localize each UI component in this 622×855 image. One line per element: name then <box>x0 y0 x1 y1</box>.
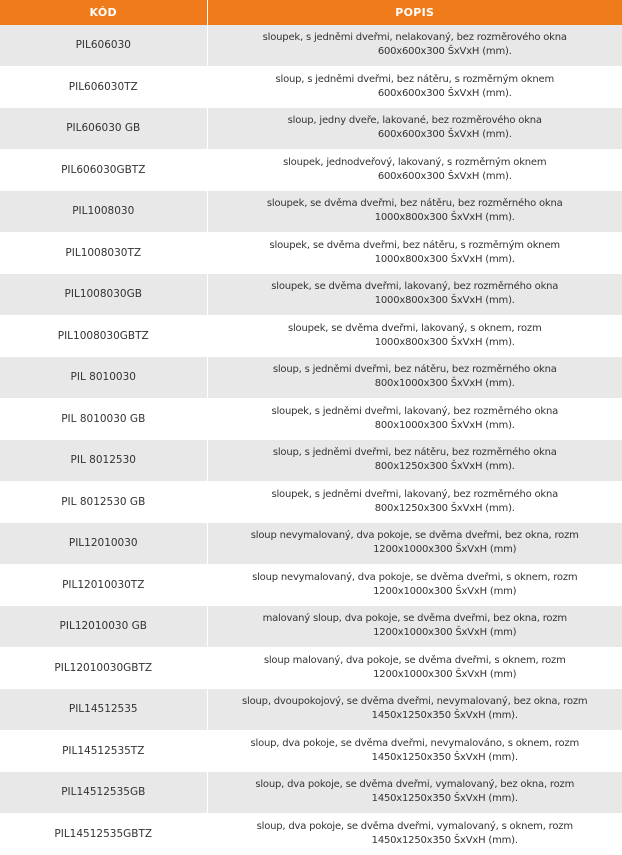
product-code: PIL12010030GBTZ <box>0 647 207 689</box>
product-code: PIL 8010030 <box>0 357 207 399</box>
product-description <box>207 772 622 814</box>
description-dimensions: 1000x800x300 ŠxVxH (mm). <box>374 336 515 348</box>
table-row <box>0 481 622 523</box>
product-description <box>207 25 622 66</box>
description-dimensions: 1200x1000x300 ŠxVxH (mm) <box>373 627 517 639</box>
table-header <box>0 0 622 25</box>
description-dimensions: 600x600x300 ŠxVxH (mm). <box>377 170 512 182</box>
description-line: sloupek, s jedněmi dveřmi, nelakovaný, bez rozměrového okna <box>262 32 567 44</box>
description-line: sloupek, se dvěma dveřmi, lakovaný, bez rozměrného okna <box>271 281 559 293</box>
product-description <box>207 813 622 855</box>
product-code: PIL14512535GBTZ <box>0 813 207 855</box>
product-description <box>207 357 622 399</box>
product-description <box>207 523 622 565</box>
product-description <box>207 191 622 233</box>
table-row <box>0 606 622 648</box>
product-code: PIL14512535GB <box>0 772 207 814</box>
product-description <box>207 66 622 108</box>
table-row <box>0 357 622 399</box>
product-description <box>207 606 622 648</box>
product-code: PIL12010030 GB <box>0 606 207 648</box>
description-line: sloupek, se dvěma dveřmi, lakovaný, s oknem, rozm <box>287 322 542 334</box>
table-row <box>0 108 622 150</box>
table-row <box>0 730 622 772</box>
product-description <box>207 440 622 482</box>
description-dimensions: 800x1250x300 ŠxVxH (mm). <box>374 502 515 514</box>
product-code: PIL14512535 <box>0 689 207 731</box>
product-code: PIL606030 GB <box>0 108 207 150</box>
description-dimensions: 1200x1000x300 ŠxVxH (mm) <box>373 544 517 556</box>
description-dimensions: 1000x800x300 ŠxVxH (mm). <box>374 295 515 307</box>
table-row <box>0 66 622 108</box>
table-row <box>0 25 622 66</box>
description-dimensions: 1000x800x300 ŠxVxH (mm). <box>374 253 515 265</box>
product-description <box>207 481 622 523</box>
product-description <box>207 315 622 357</box>
header-code: KÓD <box>0 0 207 25</box>
product-code: PIL1008030GBTZ <box>0 315 207 357</box>
product-code: PIL 8012530 GB <box>0 481 207 523</box>
description-line: sloup, s jedněmi dveřmi, bez nátěru, bez rozměrného okna <box>272 447 557 459</box>
table-row <box>0 149 622 191</box>
description-dimensions: 800x1000x300 ŠxVxH (mm). <box>374 419 515 431</box>
product-description <box>207 564 622 606</box>
product-description <box>207 730 622 772</box>
product-description <box>207 232 622 274</box>
table-row <box>0 772 622 814</box>
description-line: sloup, dva pokoje, se dvěma dveřmi, vymalovaný, s oknem, rozm <box>256 820 573 832</box>
description-dimensions: 800x1250x300 ŠxVxH (mm). <box>374 461 515 473</box>
header-description: POPIS <box>207 0 622 25</box>
description-dimensions: 1200x1000x300 ŠxVxH (mm) <box>373 668 517 680</box>
description-dimensions: 600x600x300 ŠxVxH (mm). <box>377 46 512 58</box>
table-row <box>0 523 622 565</box>
description-dimensions: 1450x1250x350 ŠxVxH (mm). <box>371 834 518 846</box>
product-code: PIL14512535TZ <box>0 730 207 772</box>
description-line: sloup, dva pokoje, se dvěma dveřmi, vymalovaný, bez okna, rozm <box>255 779 575 791</box>
description-line: sloupek, jednodveřový, lakovaný, s rozměrným oknem <box>283 156 547 168</box>
description-dimensions: 1450x1250x350 ŠxVxH (mm). <box>371 751 518 763</box>
product-code: PIL606030TZ <box>0 66 207 108</box>
table-row <box>0 274 622 316</box>
table-row <box>0 398 622 440</box>
product-description <box>207 274 622 316</box>
table-row <box>0 315 622 357</box>
description-dimensions: 1000x800x300 ŠxVxH (mm). <box>374 212 515 224</box>
table-row <box>0 647 622 689</box>
description-line: sloupek, se dvěma dveřmi, bez nátěru, s rozměrným oknem <box>269 239 560 251</box>
table-row <box>0 564 622 606</box>
description-line: sloup nevymalovaný, dva pokoje, se dvěma dveřmi, bez okna, rozm <box>250 530 579 542</box>
description-line: sloup, dvoupokojový, se dvěma dveřmi, nevymalovaný, bez okna, rozm <box>242 696 588 708</box>
product-code: PIL12010030 <box>0 523 207 565</box>
description-line: sloup nevymalovaný, dva pokoje, se dvěma dveřmi, s oknem, rozm <box>252 571 578 583</box>
product-code: PIL606030GBTZ <box>0 149 207 191</box>
table-row <box>0 440 622 482</box>
description-dimensions: 800x1000x300 ŠxVxH (mm). <box>374 378 515 390</box>
product-code: PIL1008030 <box>0 191 207 233</box>
description-line: sloup, s jedněmi dveřmi, bez nátěru, bez rozměrného okna <box>272 364 557 376</box>
product-code: PIL1008030GB <box>0 274 207 316</box>
product-description <box>207 149 622 191</box>
description-dimensions: 600x600x300 ŠxVxH (mm). <box>377 129 512 141</box>
description-line: malovaný sloup, dva pokoje, se dvěma dveřmi, bez okna, rozm <box>262 613 567 625</box>
product-description <box>207 398 622 440</box>
description-line: sloup, dva pokoje, se dvěma dveřmi, nevymalováno, s oknem, rozm <box>250 737 579 749</box>
product-code: PIL 8012530 <box>0 440 207 482</box>
description-line: sloup, s jedněmi dveřmi, bez nátěru, s rozměrným oknem <box>275 73 554 85</box>
product-code: PIL1008030TZ <box>0 232 207 274</box>
table-row <box>0 232 622 274</box>
product-code: PIL 8010030 GB <box>0 398 207 440</box>
product-code: PIL606030 <box>0 25 207 66</box>
product-description <box>207 689 622 731</box>
description-dimensions: 1450x1250x350 ŠxVxH (mm). <box>371 793 518 805</box>
product-code: PIL12010030TZ <box>0 564 207 606</box>
description-dimensions: 600x600x300 ŠxVxH (mm). <box>377 87 512 99</box>
description-line: sloupek, s jedněmi dveřmi, lakovaný, bez rozměrného okna <box>271 488 559 500</box>
table-row <box>0 689 622 731</box>
description-line: sloupek, se dvěma dveřmi, bez nátěru, bez rozměrného okna <box>266 198 563 210</box>
description-line: sloupek, s jedněmi dveřmi, lakovaný, bez rozměrného okna <box>271 405 559 417</box>
description-dimensions: 1200x1000x300 ŠxVxH (mm) <box>373 585 517 597</box>
product-description <box>207 108 622 150</box>
table-row <box>0 813 622 855</box>
description-dimensions: 1450x1250x350 ŠxVxH (mm). <box>371 710 518 722</box>
description-line: sloup, jedny dveře, lakované, bez rozměrového okna <box>287 115 542 127</box>
table-row <box>0 191 622 233</box>
description-line: sloup malovaný, dva pokoje, se dvěma dveřmi, s oknem, rozm <box>263 654 566 666</box>
product-description <box>207 647 622 689</box>
table-body <box>0 25 622 855</box>
